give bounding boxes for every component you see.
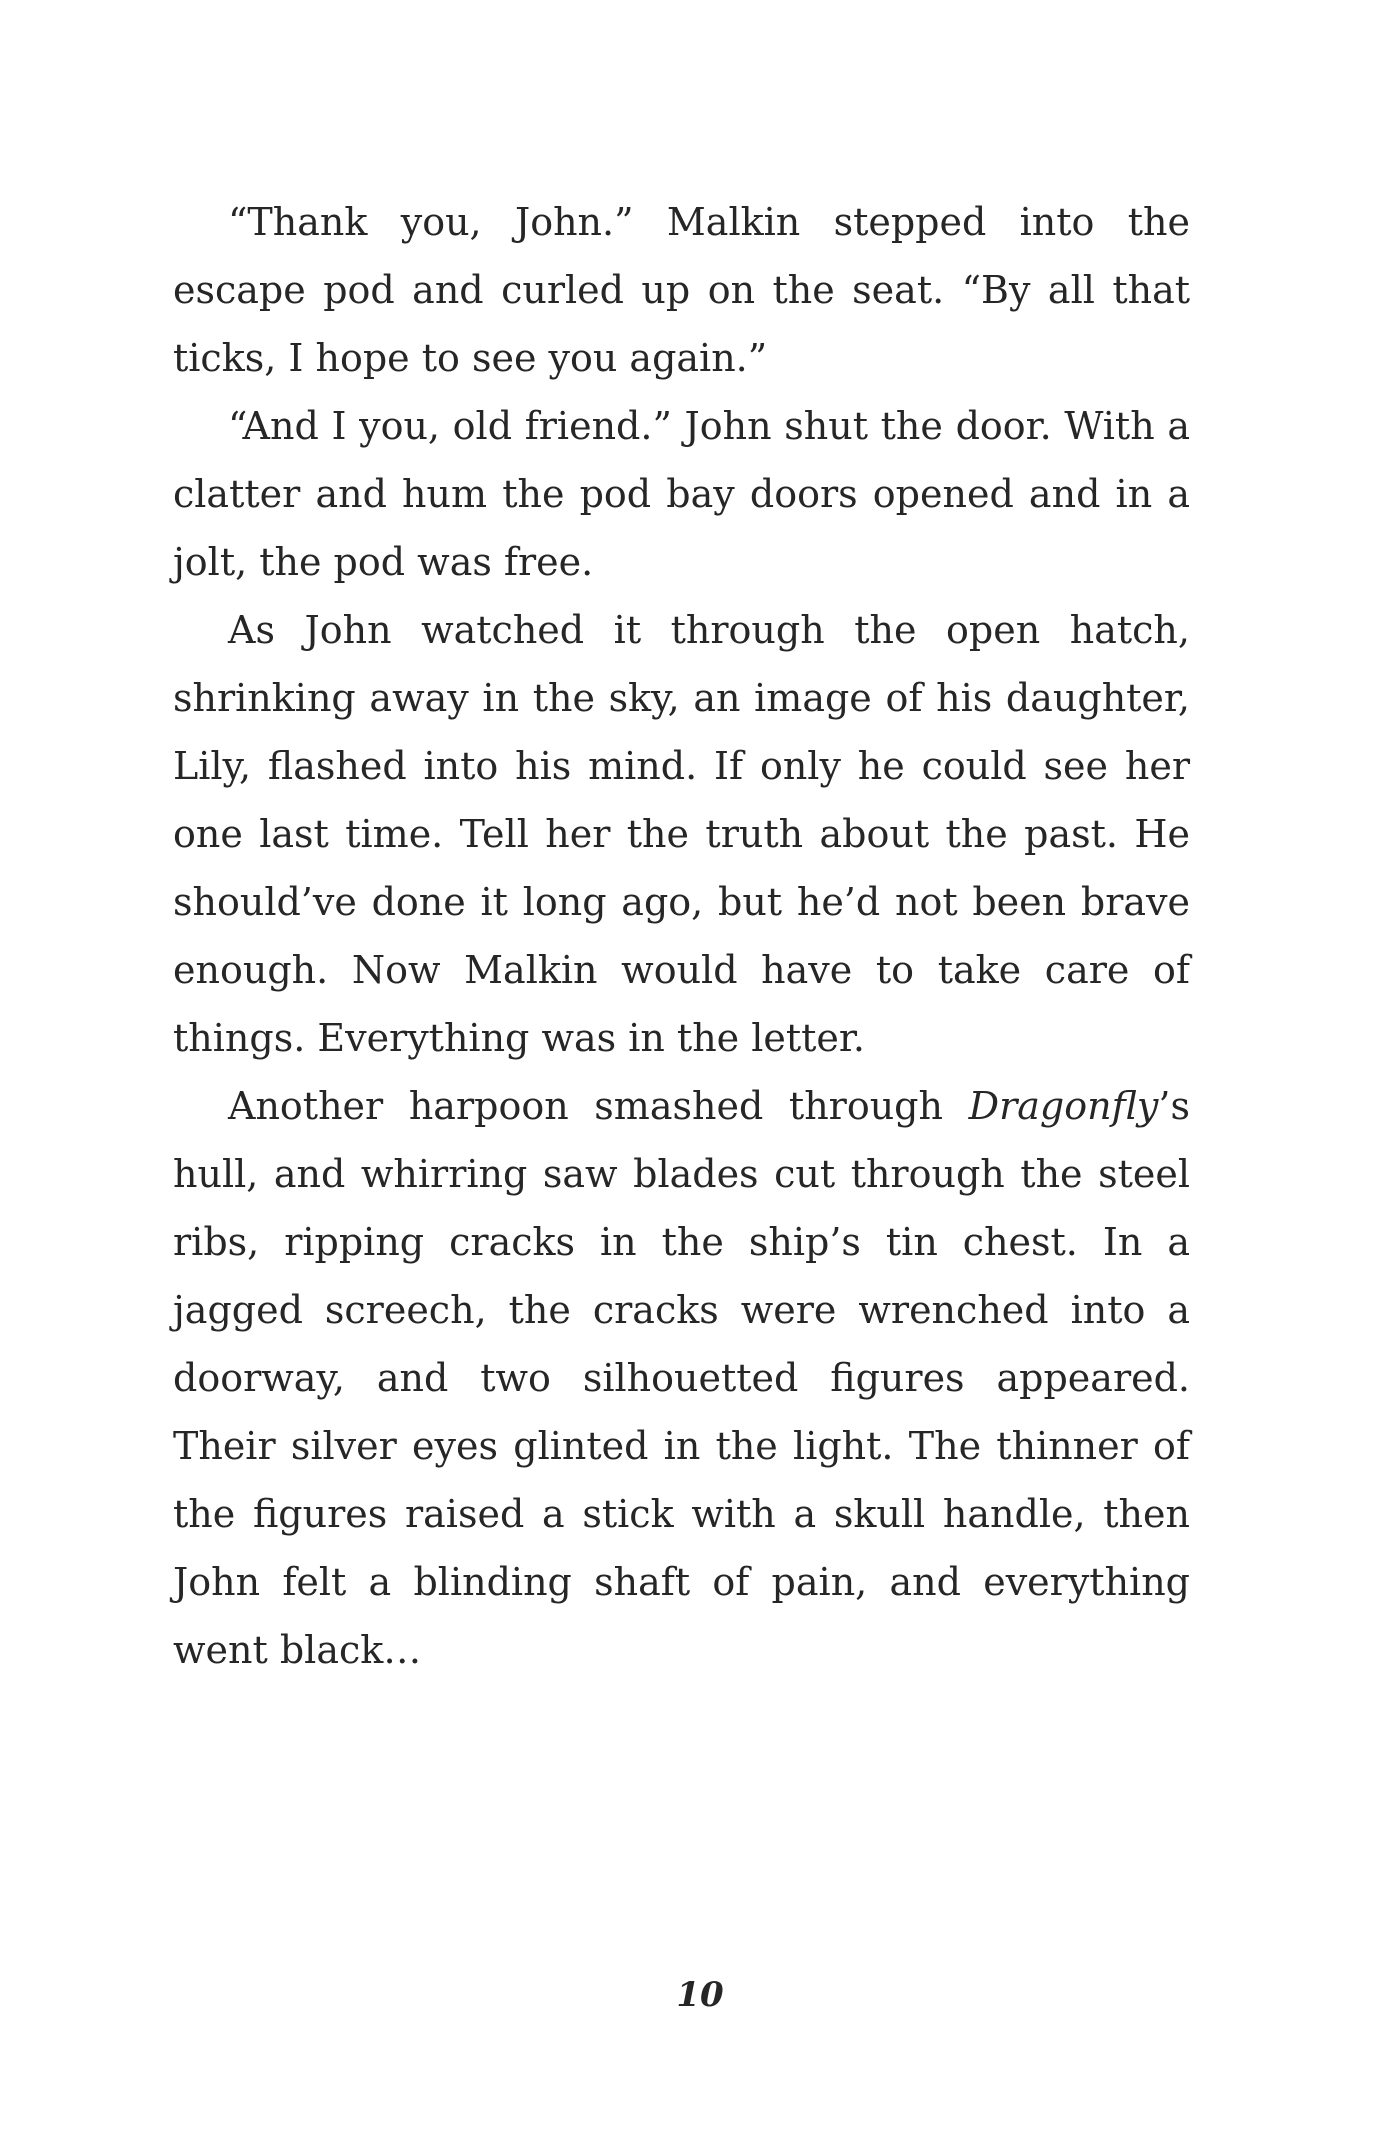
paragraph-3	[173, 596, 1190, 1072]
paragraph-3-text: As John watched it through the open hatch, shrinking away in the sky, an image of his daughter, Lily, flashed into his mind. If only he could see her one last time. Tell her the truth about the past. He should’ve done it long ago, but he’d not been brave enough. Now Malkin would have to take care of things. Everything was in the letter.	[173, 608, 1190, 1060]
body-text	[173, 188, 1190, 1684]
ship-name-dragonfly: Dragonfly	[968, 1084, 1159, 1128]
paragraph-4-text-b: ’s hull, and whirring saw blades cut through the steel ribs, ripping cracks in the ship’s tin chest. In a jagged screech, the cracks were wrenched into a doorway, and two silhouetted figures appeared. Their silver eyes glinted in the light. The thinner of the figures raised a stick with a skull handle, then John felt a blinding shaft of pain, and everything went black…	[173, 1084, 1190, 1672]
paragraph-4	[173, 1072, 1190, 1684]
paragraph-1	[173, 188, 1190, 392]
paragraph-4-text-a: Another harpoon smashed through	[228, 1084, 969, 1128]
paragraph-1-text: “Thank you, John.” Malkin stepped into the escape pod and curled up on the seat. “By all that ticks, I hope to see you again.”	[173, 200, 1190, 380]
page-number: 10	[676, 1975, 724, 2015]
paragraph-2-text: “And I you, old friend.” John shut the door. With a clatter and hum the pod bay doors opened and in a jolt, the pod was free.	[173, 404, 1190, 584]
paragraph-2	[173, 392, 1190, 596]
